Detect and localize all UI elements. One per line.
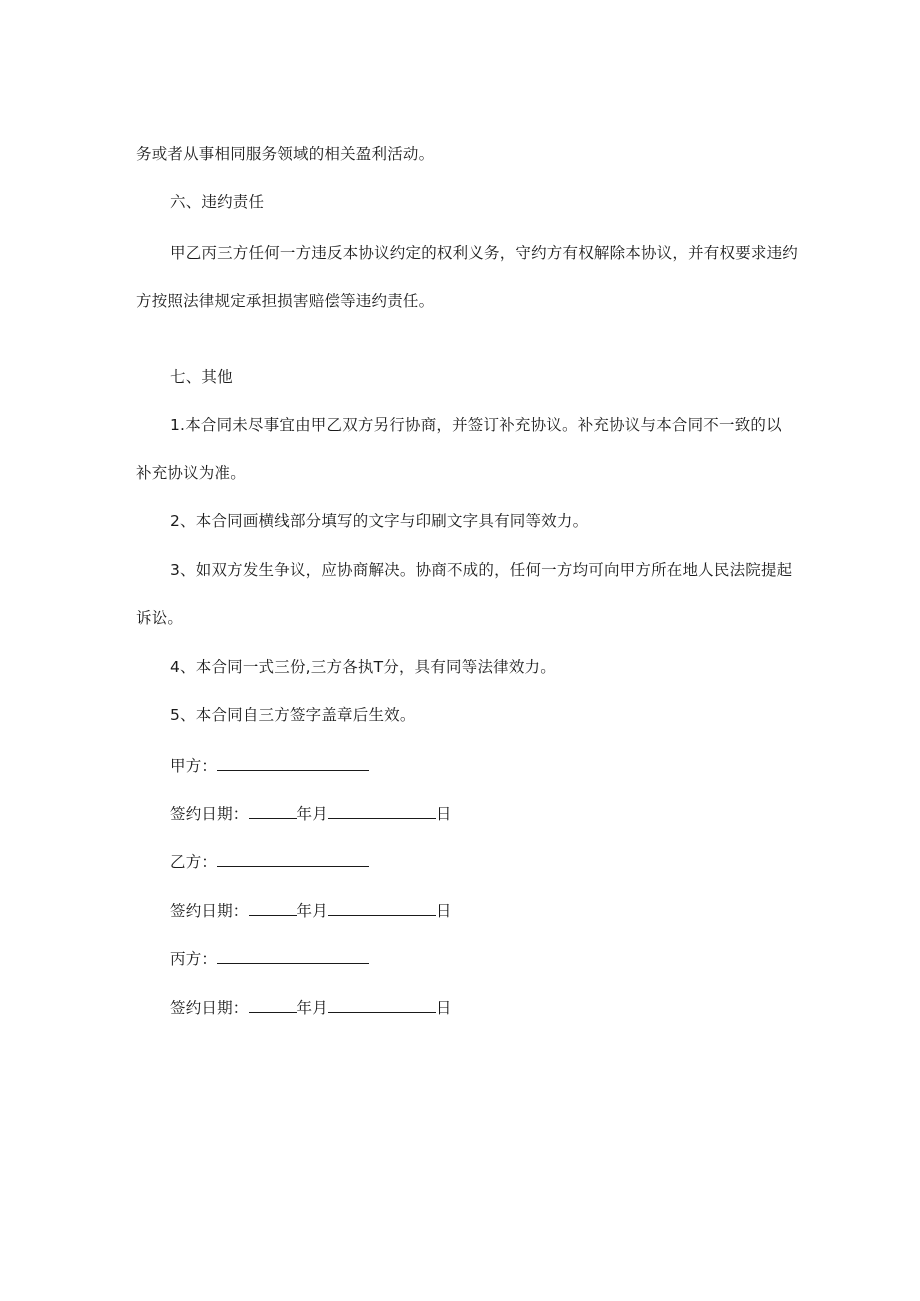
clause-1-line-2: 补充协议为准。 xyxy=(136,464,246,482)
year-month-label: 年月 xyxy=(296,902,328,920)
year-blank xyxy=(249,803,297,819)
party-b-date-line xyxy=(170,900,452,921)
party-a-signature-line xyxy=(170,755,369,776)
month-blank xyxy=(328,803,436,819)
party-b-blank xyxy=(217,851,369,867)
party-c-signature-line xyxy=(170,948,369,969)
clause-1-line-1: 1.本合同未尽事宜由甲乙双方另行协商，并签订补充协议。补充协议与本合同不一致的以 xyxy=(170,416,782,434)
section-seven-heading: 七、其他 xyxy=(170,368,233,386)
section-six-paragraph-line-1: 甲乙丙三方任何一方违反本协议约定的权利义务，守约方有权解除本协议，并有权要求违约 xyxy=(170,244,799,262)
party-b-signature-line xyxy=(170,851,369,872)
day-label: 日 xyxy=(435,902,452,920)
section-six-paragraph-line-2: 方按照法律规定承担损害赔偿等违约责任。 xyxy=(136,292,435,310)
year-month-label: 年月 xyxy=(296,805,328,823)
clause-3-line-1: 3、如双方发生争议，应协商解决。协商不成的，任何一方均可向甲方所在地人民法院提起 xyxy=(170,561,793,579)
month-blank xyxy=(328,997,436,1013)
party-a-date-line xyxy=(170,803,452,824)
day-label: 日 xyxy=(435,805,452,823)
section-six-heading: 六、违约责任 xyxy=(170,193,265,211)
party-a-blank xyxy=(217,755,369,771)
paragraph-continuation: 务或者从事相同服务领域的相关盈利活动。 xyxy=(136,145,435,163)
clause-2: 2、本合同画横线部分填写的文字与印刷文字具有同等效力。 xyxy=(170,512,589,530)
clause-4: 4、本合同一式三份,三方各执T分，具有同等法律效力。 xyxy=(170,658,556,676)
month-blank xyxy=(328,900,436,916)
year-month-label: 年月 xyxy=(296,999,328,1017)
party-a-label: 甲方： xyxy=(170,757,218,775)
year-blank xyxy=(249,997,297,1013)
date-label: 签约日期： xyxy=(170,805,249,823)
date-label: 签约日期： xyxy=(170,999,249,1017)
day-label: 日 xyxy=(435,999,452,1017)
clause-3-line-2: 诉讼。 xyxy=(136,609,184,627)
year-blank xyxy=(249,900,297,916)
party-c-date-line xyxy=(170,997,452,1018)
clause-5: 5、本合同自三方签字盖章后生效。 xyxy=(170,706,416,724)
date-label: 签约日期： xyxy=(170,902,249,920)
party-c-label: 丙方： xyxy=(170,950,218,968)
party-b-label: 乙方： xyxy=(170,853,218,871)
party-c-blank xyxy=(217,948,369,964)
